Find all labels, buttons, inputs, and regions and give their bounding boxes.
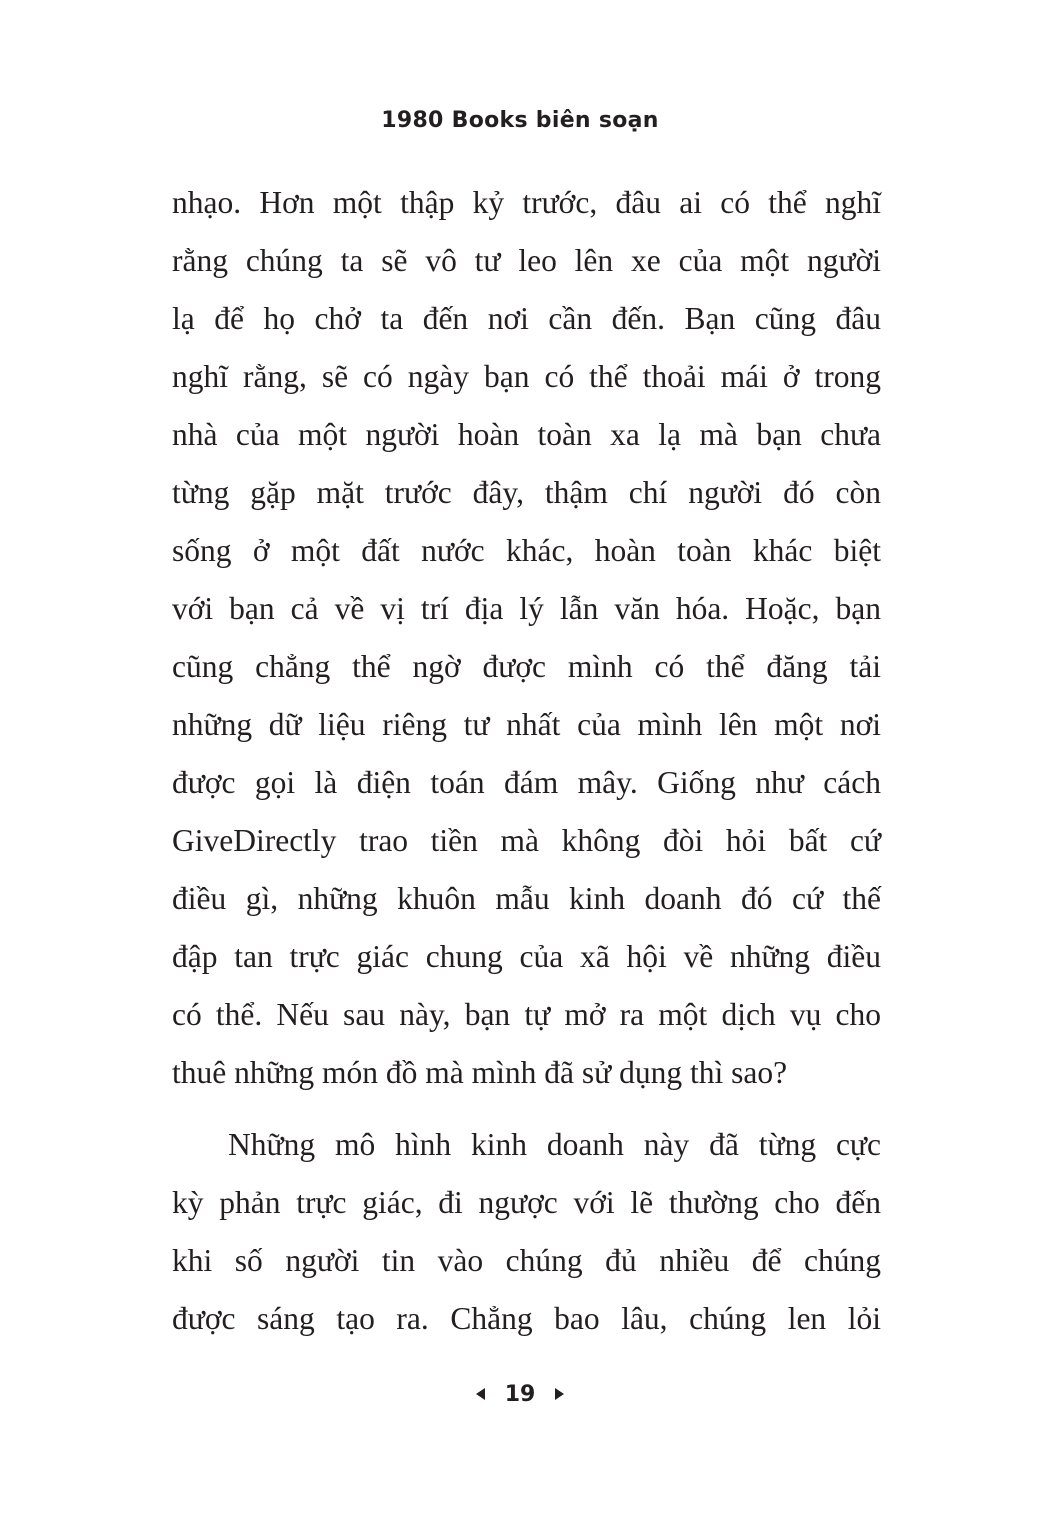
text-line: có thể. Nếu sau này, bạn tự mở ra một dịch vụ cho [172,997,881,1032]
text-line: Những mô hình kinh doanh này đã từng cực [228,1127,881,1162]
running-header: 1980 Books biên soạn [381,108,659,133]
text-line: lạ để họ chở ta đến nơi cần đến. Bạn cũng đâu [172,301,881,336]
text-line: những dữ liệu riêng tư nhất của mình lên một nơi [172,707,881,742]
text-line: nghĩ rằng, sẽ có ngày bạn có thể thoải mái ở trong [172,359,881,394]
triangle-right-icon [555,1388,564,1400]
page-footer [0,1376,1040,1412]
text-line: rằng chúng ta sẽ vô tư leo lên xe của một người [172,243,881,278]
text-line: nhà của một người hoàn toàn xa lạ mà bạn chưa [172,417,881,452]
text-line: được sáng tạo ra. Chẳng bao lâu, chúng len lỏi [172,1301,881,1336]
text-line: được gọi là điện toán đám mây. Giống như cách [172,765,881,800]
body-text [172,174,881,1348]
text-line: kỳ phản trực giác, đi ngược với lẽ thường cho đến [172,1185,881,1220]
text-line: GiveDirectly trao tiền mà không đòi hỏi bất cứ [172,823,881,858]
text-line: với bạn cả về vị trí địa lý lẫn văn hóa. Hoặc, bạn [172,591,881,626]
paragraph-2 [172,1116,881,1348]
text-line: nhạo. Hơn một thập kỷ trước, đâu ai có thể nghĩ [172,185,881,220]
text-line: thuê những món đồ mà mình đã sử dụng thì sao? [172,1055,788,1090]
text-line: cũng chẳng thể ngờ được mình có thể đăng tải [172,649,881,684]
paragraph-gap [172,1102,881,1116]
page-number: 19 [504,1381,536,1407]
text-line: sống ở một đất nước khác, hoàn toàn khác biệt [172,533,881,568]
paragraph-1 [172,174,881,1102]
text-line: khi số người tin vào chúng đủ nhiều để chúng [172,1243,881,1278]
text-line: từng gặp mặt trước đây, thậm chí người đó còn [172,475,881,510]
triangle-left-icon [476,1388,485,1400]
text-line: đập tan trực giác chung của xã hội về những điều [172,939,881,974]
text-line: điều gì, những khuôn mẫu kinh doanh đó cứ thế [172,881,881,916]
